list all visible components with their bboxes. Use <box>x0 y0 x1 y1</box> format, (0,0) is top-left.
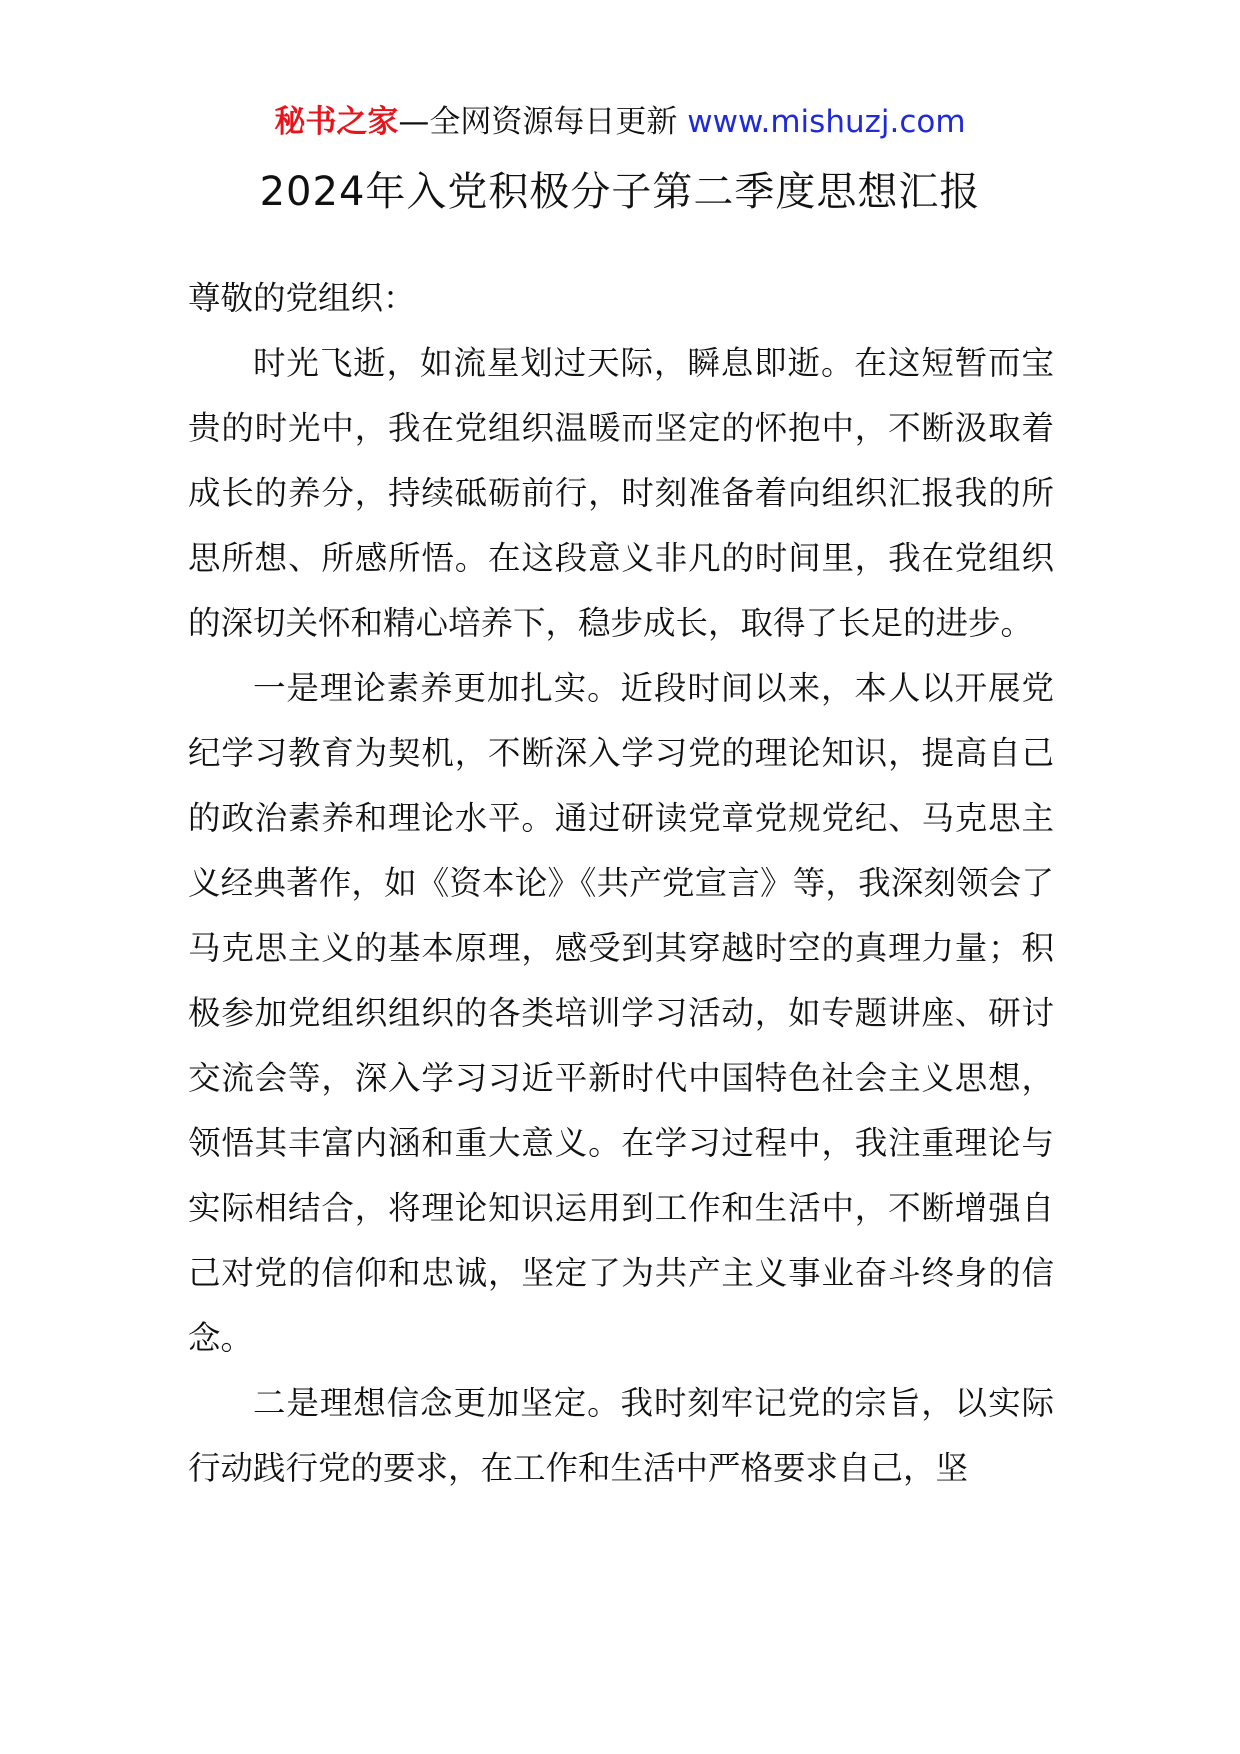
paragraph-intro: 时光飞逝，如流星划过天际，瞬息即逝。在这短暂而宝贵的时光中，我在党组织温暖而坚定的怀抱中，不断汲取着成长的养分，持续砥砺前行，时刻准备着向组织汇报我的所思所想、所感所悟。在这段意义非凡的时间里，我在党组织的深切关怀和精心培养下，稳步成长，取得了长足的进步。 <box>188 344 1054 642</box>
paragraph-theory: 一是理论素养更加扎实。近段时间以来，本人以开展党纪学习教育为契机，不断深入学习党的理论知识，提高自己的政治素养和理论水平。通过研读党章党规党纪、马克思主义经典著作，如《资本论》《共产党宣言》等，我深刻领会了马克思主义的基本原理，感受到其穿越时空的真理力量；积极参加党组织组织的各类培训学习活动，如专题讲座、研讨交流会等，深入学习习近平新时代中国特色社会主义思想，领悟其丰富内涵和重大意义。在学习过程中，我注重理论与实际相结合，将理论知识运用到工作和生活中，不断增强自己对党的信仰和忠诚，坚定了为共产主义事业奋斗终身的信念。 <box>188 669 1054 1357</box>
site-header <box>0 100 1240 144</box>
paragraph-belief: 二是理想信念更加坚定。我时刻牢记党的宗旨，以实际行动践行党的要求，在工作和生活中严格要求自己，坚 <box>188 1384 1054 1487</box>
header-slogan: —全网资源每日更新 <box>398 104 688 140</box>
document-title: 2024年入党积极分子第二季度思想汇报 <box>259 169 981 215</box>
salutation: 尊敬的党组织： <box>188 279 416 317</box>
brand-name: 秘书之家 <box>274 104 399 140</box>
document-body <box>188 266 1054 1501</box>
site-url-link[interactable]: www.mishuzj.com <box>687 104 966 140</box>
